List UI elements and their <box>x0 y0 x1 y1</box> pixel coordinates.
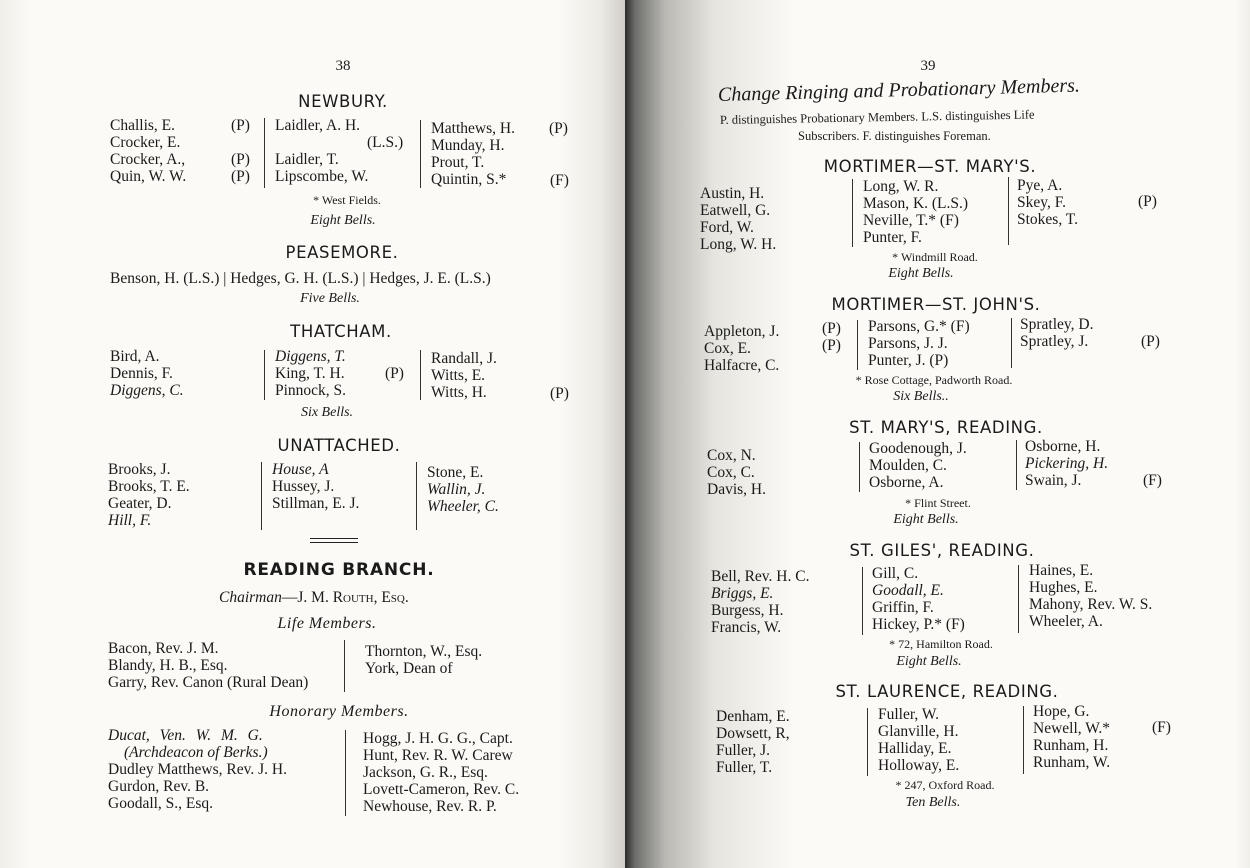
life-members-col2 <box>365 643 482 677</box>
member-name: Hope, G. <box>1033 703 1090 720</box>
member-name: Goodenough, J. <box>869 440 967 457</box>
honorary-members-col2 <box>363 730 519 815</box>
member-name: Halfacre, C. <box>704 357 780 374</box>
member-name: Dowsett, R, <box>716 725 790 742</box>
member-name: Crocker, A., <box>110 151 186 168</box>
member-name: Bacon, Rev. J. M. <box>108 640 219 657</box>
member-name: Stone, E. <box>427 464 484 481</box>
page-number: 39 <box>920 58 936 74</box>
member-name: Laidler, A. H. <box>275 117 361 134</box>
chairman-name: —J. M. Routh, Esq. <box>281 589 409 606</box>
section-heading-thatcham: THATCHAM. <box>290 322 392 341</box>
member-name: Ford, W. <box>700 219 754 236</box>
right-page <box>625 0 1250 868</box>
st-giles-col2 <box>872 565 965 633</box>
member-name: Mason, K. (L.S.) <box>863 195 969 212</box>
st-marys-col3 <box>1025 438 1108 489</box>
probationary-mark: (P) <box>231 117 250 134</box>
column-divider <box>1008 177 1009 245</box>
footnote: * 72, Hamilton Road. <box>889 637 993 651</box>
bells-count: Ten Bells. <box>905 795 961 810</box>
mortimer-john-col2 <box>868 318 970 369</box>
member-name: Hunt, Rev. R. W. Carew <box>363 747 513 764</box>
column-divider <box>859 442 860 492</box>
mortimer-john-col3 <box>1020 316 1093 350</box>
member-name: Griffin, F. <box>872 599 934 616</box>
member-name: Stillman, E. J. <box>272 495 360 512</box>
probationary-mark: (P) <box>549 120 568 137</box>
column-divider <box>852 179 853 247</box>
member-name: Diggens, C. <box>110 382 184 399</box>
probationary-mark: (P) <box>1138 193 1157 210</box>
member-name: Pickering, H. <box>1025 455 1109 472</box>
member-name: Appleton, J. <box>704 323 780 340</box>
member-name: King, T. H. <box>275 365 345 382</box>
member-name: Skey, F. <box>1017 194 1066 211</box>
member-name: Matthews, H. <box>431 120 515 137</box>
member-name: Dudley Matthews, Rev. J. H. <box>108 761 287 778</box>
mortimer-mary-col3 <box>1017 177 1078 228</box>
probationary-mark: (P) <box>550 385 569 402</box>
member-name: Runham, W. <box>1033 754 1111 771</box>
member-name: Fuller, T. <box>716 759 773 776</box>
column-divider <box>261 462 262 530</box>
member-name: Geater, D. <box>108 495 172 512</box>
page-title: Change Ringing and Probationary Members. <box>717 74 1081 106</box>
section-heading-st-laurence-reading: ST. LAURENCE, READING. <box>835 682 1059 701</box>
column-divider <box>344 640 345 692</box>
member-name: Hogg, J. H. G. G., Capt. <box>363 730 513 747</box>
member-name: Wallin, J. <box>427 481 486 498</box>
chairman-label: Chairman <box>219 589 282 606</box>
footnote: * Flint Street. <box>905 496 971 510</box>
member-name: Briggs, E. <box>711 585 774 602</box>
member-title: (Archdeacon of Berks.) <box>124 744 268 761</box>
life-members-col1 <box>108 640 308 691</box>
probationary-mark: (P) <box>822 320 841 337</box>
member-name: Holloway, E. <box>878 757 960 774</box>
member-name: Witts, E. <box>431 367 486 384</box>
peasemore-members: Benson, H. (L.S.) | Hedges, G. H. (L.S.) | Hedges, J. E. (L.S.) <box>110 270 491 287</box>
st-giles-col3 <box>1029 562 1152 630</box>
member-name: Brooks, T. E. <box>108 478 190 495</box>
section-heading-newbury: NEWBURY. <box>298 92 388 111</box>
member-name: Goodall, E. <box>872 582 944 599</box>
unattached-col3 <box>427 464 499 515</box>
member-name: Quin, W. W. <box>110 168 187 185</box>
member-name: Wheeler, C. <box>427 498 499 515</box>
member-name: Quintin, S.* <box>431 171 507 188</box>
column-divider <box>420 350 421 400</box>
member-name: Fuller, J. <box>716 742 771 759</box>
member-name: Punter, J. (P) <box>868 352 949 369</box>
member-name: Dennis, F. <box>110 365 173 382</box>
member-name: Bird, A. <box>110 348 160 365</box>
column-divider <box>420 120 421 188</box>
st-marys-col1 <box>707 447 766 498</box>
member-name: Hughes, E. <box>1029 579 1098 596</box>
column-divider <box>416 462 417 530</box>
st-giles-col1 <box>711 568 809 636</box>
section-heading-st-giles-reading: ST. GILES', READING. <box>849 541 1035 560</box>
probationary-mark: (P) <box>231 168 250 185</box>
member-name: House, A <box>272 461 329 478</box>
member-name: Blandy, H. B., Esq. <box>108 657 228 674</box>
member-name: Cox, N. <box>707 447 756 464</box>
column-divider <box>264 118 265 188</box>
chairman-line <box>219 589 409 606</box>
member-name: Diggens, T. <box>275 348 346 365</box>
member-name: Pye, A. <box>1017 177 1063 194</box>
member-name: Osborne, H. <box>1025 438 1101 455</box>
mortimer-mary-col1 <box>700 185 776 253</box>
member-name: Bell, Rev. H. C. <box>711 568 810 585</box>
member-name: Garry, Rev. Canon (Rural Dean) <box>108 674 309 691</box>
member-name: Cox, E. <box>704 340 751 357</box>
probationary-mark: (P) <box>1141 333 1160 350</box>
newbury-col1 <box>110 117 186 185</box>
member-name: Francis, W. <box>711 619 782 636</box>
column-divider <box>867 708 868 776</box>
member-name: Wheeler, A. <box>1029 613 1103 630</box>
member-name: Burgess, H. <box>711 602 784 619</box>
member-name: Gill, C. <box>872 565 919 582</box>
section-heading-unattached: UNATTACHED. <box>277 436 401 455</box>
double-rule <box>310 538 358 539</box>
newbury-col2 <box>275 117 403 185</box>
section-heading-mortimer-st-marys: MORTIMER—ST. MARY'S. <box>823 157 1037 176</box>
member-name: Witts, H. <box>431 384 487 401</box>
member-name: Munday, H. <box>431 137 505 154</box>
member-name: Crocker, E. <box>110 134 181 151</box>
bells-count: Five Bells. <box>300 291 360 306</box>
st-laurence-col1 <box>716 708 790 776</box>
footnote: * 247, Oxford Road. <box>895 778 995 792</box>
member-name: Hussey, J. <box>272 478 335 495</box>
member-name: Denham, E. <box>716 708 790 725</box>
member-name: Gurdon, Rev. B. <box>108 778 210 795</box>
member-name: Randall, J. <box>431 350 497 367</box>
member-name: Halliday, E. <box>878 740 952 757</box>
member-name: Hill, F. <box>108 512 152 529</box>
st-laurence-col2 <box>878 706 959 774</box>
legend-line-2: Subscribers. F. distinguishes Foreman. <box>798 129 991 143</box>
member-name: York, Dean of <box>365 660 453 677</box>
bells-count: Eight Bells. <box>888 266 954 281</box>
member-name: Mahony, Rev. W. S. <box>1029 596 1153 613</box>
foreman-mark: (F) <box>550 172 569 189</box>
thatcham-col1 <box>110 348 184 399</box>
member-name: Lovett-Cameron, Rev. C. <box>363 781 520 798</box>
foreman-mark: (F) <box>1143 472 1162 489</box>
member-name: Ducat, Ven. W. M. G. <box>108 727 263 744</box>
member-name: Brooks, J. <box>108 461 171 478</box>
footnote: * Windmill Road. <box>892 250 978 264</box>
column-divider <box>1016 440 1017 490</box>
member-name: Davis, H. <box>707 481 766 498</box>
thatcham-col2 <box>275 348 346 399</box>
footnote: * Rose Cottage, Padworth Road. <box>855 373 1013 387</box>
mortimer-john-col1 <box>704 323 779 374</box>
bells-count: Six Bells.. <box>893 389 949 404</box>
subheading-honorary-members: Honorary Members. <box>269 703 409 720</box>
section-heading-mortimer-st-johns: MORTIMER—ST. JOHN'S. <box>831 295 1041 314</box>
footnote: * West Fields. <box>313 193 381 207</box>
probationary-mark: (P) <box>822 337 841 354</box>
column-divider <box>862 567 863 635</box>
probationary-mark: (P) <box>385 365 404 382</box>
member-name: Laidler, T. <box>275 151 339 168</box>
member-name: Parsons, J. J. <box>868 335 948 352</box>
honorary-members-col1 <box>108 727 287 812</box>
thatcham-col3 <box>431 350 497 401</box>
section-heading-peasemore: PEASEMORE. <box>285 243 399 262</box>
st-marys-col2 <box>869 440 967 491</box>
bells-count: Eight Bells. <box>893 512 959 527</box>
column-divider <box>345 730 346 816</box>
double-rule <box>310 542 358 543</box>
member-name: Fuller, W. <box>878 706 939 723</box>
member-name: Goodall, S., Esq. <box>108 795 214 812</box>
member-name: Spratley, D. <box>1020 316 1094 333</box>
member-name: Glanville, H. <box>878 723 959 740</box>
member-name: Spratley, J. <box>1020 333 1089 350</box>
member-name: Austin, H. <box>700 185 765 202</box>
st-laurence-col3 <box>1033 703 1110 771</box>
member-name: Haines, E. <box>1029 562 1094 579</box>
page-number: 38 <box>335 58 351 74</box>
member-name: Newell, W.* <box>1033 720 1111 737</box>
member-name: Long, W. H. <box>700 236 777 253</box>
member-name: Stokes, T. <box>1017 211 1079 228</box>
member-tag: (L.S.) <box>367 134 404 151</box>
legend-line-1: P. distinguishes Probationary Members. L.S. distinguishes Life <box>719 107 1035 127</box>
member-name: Prout, T. <box>431 154 485 171</box>
column-divider <box>1023 706 1024 774</box>
bells-count: Six Bells. <box>300 405 354 420</box>
member-name: Challis, E. <box>110 117 176 134</box>
member-name: Jackson, G. R., Esq. <box>363 764 488 781</box>
member-name: Runham, H. <box>1033 737 1109 754</box>
unattached-col2 <box>272 461 359 512</box>
bells-count: Eight Bells. <box>896 654 962 669</box>
member-name: Parsons, G.* (F) <box>868 318 970 335</box>
member-name: Eatwell, G. <box>700 202 771 219</box>
section-heading-st-marys-reading: ST. MARY'S, READING. <box>849 418 1043 437</box>
foreman-mark: (F) <box>1152 719 1171 736</box>
member-name: Hickey, P.* (F) <box>872 616 965 633</box>
member-name: Swain, J. <box>1025 472 1082 489</box>
column-divider <box>857 320 858 370</box>
section-heading-reading-branch: READING BRANCH. <box>243 560 435 580</box>
column-divider <box>1011 318 1012 368</box>
member-name: Osborne, A. <box>869 474 944 491</box>
member-name: Newhouse, Rev. R. P. <box>363 798 497 815</box>
member-name: Thornton, W., Esq. <box>365 643 483 660</box>
member-name: Cox, C. <box>707 464 755 481</box>
member-name: Lipscombe, W. <box>275 168 369 185</box>
member-name: Punter, F. <box>863 229 922 246</box>
probationary-mark: (P) <box>231 151 250 168</box>
unattached-col1 <box>108 461 190 529</box>
subheading-life-members: Life Members. <box>277 615 377 632</box>
member-name: Moulden, C. <box>869 457 947 474</box>
member-name: Long, W. R. <box>863 178 939 195</box>
mortimer-mary-col2 <box>863 178 968 246</box>
column-divider <box>264 350 265 400</box>
bells-count: Eight Bells. <box>310 213 376 228</box>
column-divider <box>1018 565 1019 633</box>
member-name: Pinnock, S. <box>275 382 347 399</box>
member-name: Neville, T.* (F) <box>863 212 959 229</box>
newbury-col3 <box>431 120 515 188</box>
